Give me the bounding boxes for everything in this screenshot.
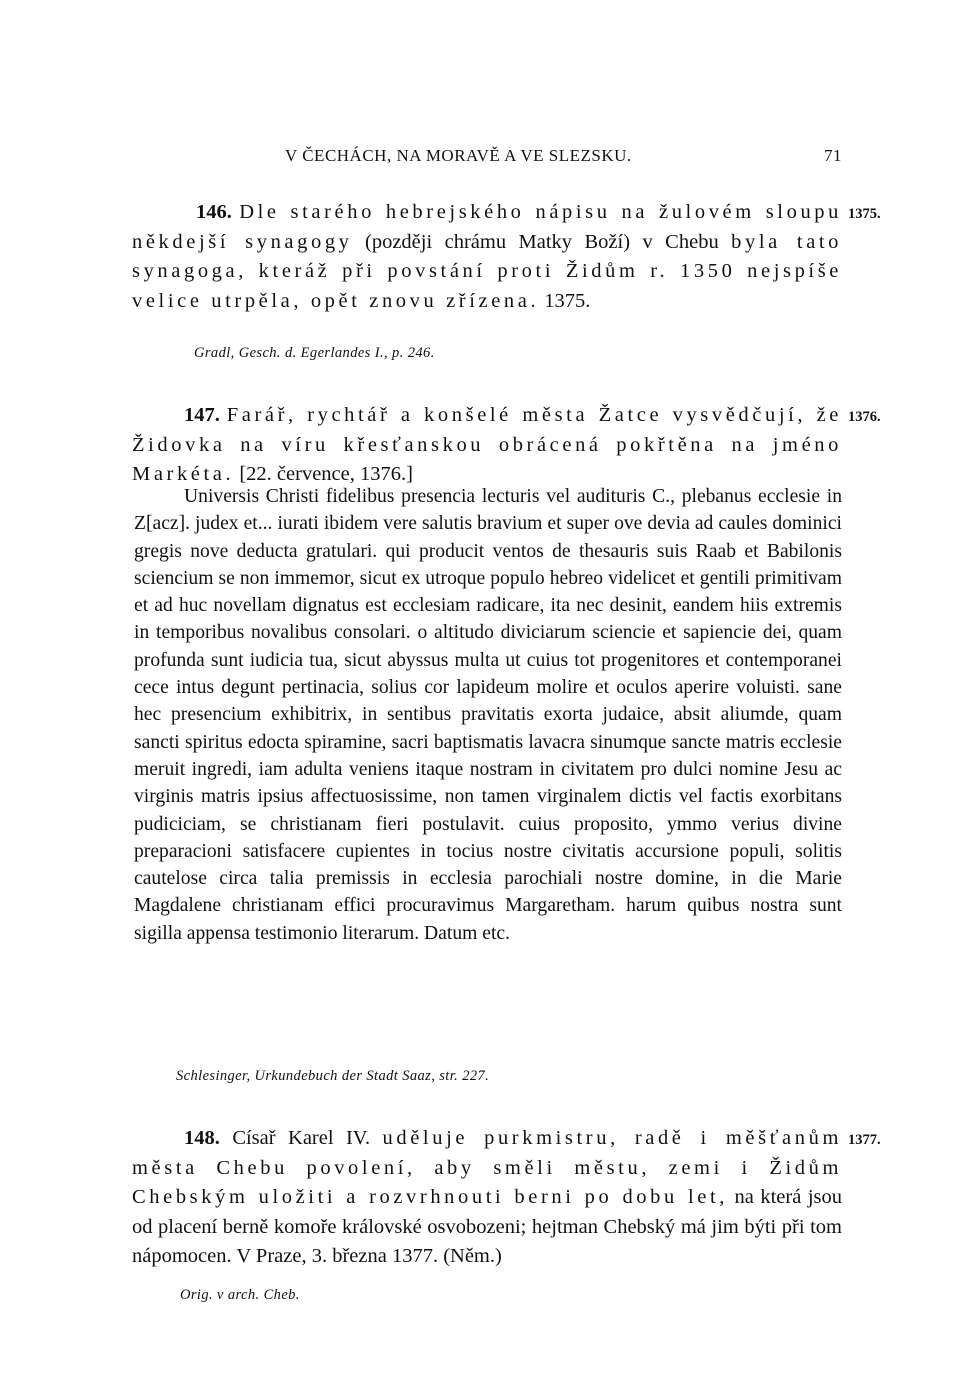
source-citation: Gradl, Gesch. d. Egerlandes I., p. 246.: [194, 345, 435, 361]
entry-147: [132, 401, 842, 490]
margin-year: 1376.: [848, 409, 881, 425]
source-citation: Orig. v arch. Cheb.: [180, 1287, 300, 1303]
entry-date: [22. července, 1376.]: [239, 463, 413, 485]
entry-146: [132, 198, 842, 316]
entry-summary: Farář, rychtář a konšelé města Žatce vysvědčují, že Židovka na víru křesťanskou obrácená pokřtěna na jméno Markéta.: [132, 404, 843, 485]
latin-charter-text: Universis Christi fidelibus presencia lecturis vel audituris C., plebanus ecclesie in Z[acz]. judex et... iurati ibidem vere salutis bravium et super ove devia ad caules dominici gregis nove deducta gratulari. qui producit ventos de thesauris suis Raab et Babilonis sciencium se non immemor, sicut ex utroque populo hebreo videlicet et gentili primitivam et ad huc novellam dignatus est ecclesiam radicare, ita nec desinit, eandem hiis extremis in temporibus novalibus consolari. o altitudo diviciarum sciencie et sapiencie dei, quam profunda sunt iudicia tua, sicut abyssus multa ut cuius tot progenitores et contemporanei cece intus degunt pertinacia, solius cor lapideum molire et oculos aperire voluisti. sane hec presencium exhibitrix, in sentibus pravitatis exorta judaice, absit aliumde, quam sancti spiritus edocta spiramine, sacri baptismatis lavacra sinumque sancte matris ecclesie meruit ingredi, iam adulta veniens itaque nostram in civitatem pro dulci nomine Jesu ac virginis matris ipsius affectuosissime, non tamen virginalem dictis vel factis exorbitans pudiciciam, se christianam fieri postulavit. cuius proposito, ymmo verius divine preparacioni satisfacere cupientes in tocius nostre civitatis accursione populi, solitis cautelose circa talia premissis in ecclesia parochiali nostre domine, in die Marie Magdalene christianam effici procuravimus Margaretham. harum quibus nostra sunt sigilla appensa testimonio literarum. Datum etc.: [134, 486, 842, 944]
margin-year: 1377.: [848, 1132, 881, 1148]
entry-summary-cont: na která jsou od placení berně komoře královské osvobozeni; hejtman Chebský má jim býti při tom nápomocen. V Praze, 3. března 1377. (Něm.): [132, 1186, 842, 1267]
entry-number: 146.: [196, 201, 232, 223]
entry-number: 148.: [184, 1127, 220, 1149]
header-title: V ČECHÁCH, NA MORAVĚ A VE SLEZSKU.: [285, 146, 632, 165]
entry-summary-cont: byla tato synagoga, kteráž při povstání proti Židům r. 1350 nejspíše velice utrpěla, opět znovu zřízena.: [132, 230, 843, 312]
entry-number: 147.: [184, 404, 220, 426]
entry-summary: uděluje purkmistru, radě i měšťanům města Chebu povolení, aby směli městu, zemi i Židům Chebským uložiti a rozvrhnouti berni po dobu let,: [132, 1127, 842, 1208]
page-number: 71: [824, 146, 842, 165]
entry-summary-plain: (později chrámu Matky Boží) v Chebu: [365, 230, 719, 253]
source-citation: Schlesinger, Urkundebuch der Stadt Saaz, str. 227.: [176, 1068, 490, 1084]
entry-148: [132, 1124, 842, 1272]
entry-date: 1375.: [544, 289, 591, 312]
entry-summary: Dle starého hebrejského nápisu na žulovém sloupu někdejší synagogy: [132, 201, 843, 253]
margin-year: 1375.: [848, 206, 881, 222]
running-header: [130, 146, 842, 172]
entry-summary-plain: Císař Karel IV.: [232, 1127, 371, 1149]
